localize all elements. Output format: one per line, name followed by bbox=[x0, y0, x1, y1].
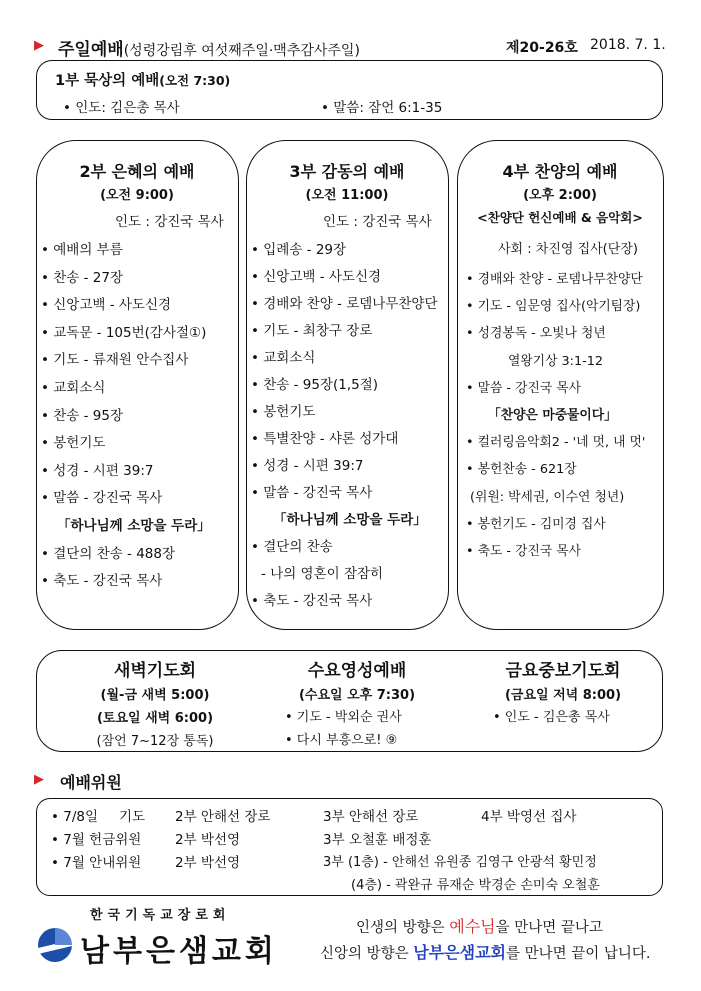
service1-title: 1부 묵상의 예배(오전 7:30) bbox=[55, 73, 231, 89]
wednesday-time: (수요일 오후 7:30) bbox=[298, 688, 416, 703]
issue-date: 2018. 7. 1. bbox=[590, 37, 666, 53]
service2-item: 「하나님께 소망을 두라」 bbox=[57, 518, 211, 534]
service1-box bbox=[36, 60, 663, 120]
service2-item: • 예배의 부름 bbox=[41, 242, 123, 258]
service4-item: • 봉헌찬송 - 621장 bbox=[466, 462, 577, 478]
service3-item: • 봉헌기도 bbox=[251, 404, 316, 420]
service3-item: • 찬송 - 95장(1,5절) bbox=[251, 377, 379, 393]
dawn-note: (잠언 7~12장 통독) bbox=[96, 734, 214, 749]
service2-item: • 봉헌기도 bbox=[41, 435, 106, 452]
service2-time: (오전 9:00) bbox=[100, 188, 174, 203]
motto-emphasis-church: 남부은샘교회 bbox=[413, 943, 507, 962]
service3-item: • 교회소식 bbox=[251, 350, 316, 366]
service3-item: 「하나님께 소망을 두라」 bbox=[273, 512, 427, 528]
service3-item: • 경배와 찬양 - 로뎀나무찬양단 bbox=[251, 296, 438, 312]
motto-line1: 인생의 방향은 예수님을 만나면 끝나고 bbox=[356, 917, 603, 936]
service2-item: • 교회소식 bbox=[41, 380, 106, 396]
service4-box bbox=[457, 140, 664, 630]
service4-item: • 말씀 - 강진국 목사 bbox=[466, 380, 581, 396]
committee-r3-c0: (4층) - 곽완규 류재순 박경순 손미숙 오철훈 bbox=[351, 878, 600, 893]
dawn-time1: (월-금 새벽 5:00) bbox=[100, 688, 210, 703]
service1-sermon: • 말씀: 잠언 6:1-35 bbox=[321, 100, 443, 116]
committee-header bbox=[34, 770, 234, 792]
service2-item: • 신앙고백 - 사도신경 bbox=[41, 297, 172, 314]
committee-box bbox=[36, 798, 663, 896]
dawn-time2: (토요일 새벽 6:00) bbox=[96, 711, 214, 726]
church-name: 남부은샘교회 bbox=[80, 934, 278, 969]
friday-title: 금요중보기도회 bbox=[505, 661, 621, 681]
header bbox=[34, 35, 674, 59]
committee-r0-c4: 4부 박영선 집사 bbox=[481, 809, 577, 825]
service3-box bbox=[246, 140, 449, 630]
service4-item: • 컬러링음악회2 - '네 멋, 내 멋' bbox=[466, 435, 646, 451]
service4-item: • 기도 - 임문영 집사(악기팀장) bbox=[466, 299, 641, 315]
motto-line2: 신앙의 방향은 남부은샘교회를 만나면 끝이 납니다. bbox=[320, 943, 651, 962]
service3-item: - 나의 영혼이 잠잠히 bbox=[261, 566, 384, 582]
page-title: 주일예배(성령강림후 여섯째주일·맥추감사주일) bbox=[58, 40, 360, 60]
service3-title: 3부 감동의 예배 bbox=[289, 162, 405, 181]
service2-item: • 결단의 찬송 - 488장 bbox=[41, 545, 176, 562]
service2-item: • 찬송 - 27장 bbox=[41, 269, 124, 286]
denomination: 한국기독교장로회 bbox=[90, 908, 231, 923]
issue-number: 제20-26호 bbox=[506, 40, 578, 56]
service2-leader: 인도 : 강진국 목사 bbox=[115, 214, 224, 230]
friday-time: (금요일 저녁 8:00) bbox=[504, 688, 622, 703]
service4-item: • 축도 - 강진국 목사 bbox=[466, 544, 581, 559]
weekday-box bbox=[36, 650, 663, 752]
service2-item: • 기도 - 류재원 안수집사 bbox=[41, 352, 189, 369]
committee-r1-c0: • 7월 헌금위원 bbox=[51, 832, 142, 848]
committee-r1-c1: 2부 박선영 bbox=[175, 832, 241, 848]
service3-item: • 기도 - 최창구 장로 bbox=[251, 323, 373, 339]
service3-item: • 성경 - 시편 39:7 bbox=[251, 458, 364, 474]
service2-item: • 찬송 - 95장 bbox=[41, 407, 124, 424]
service2-item: • 말씀 - 강진국 목사 bbox=[41, 490, 163, 507]
triangle-marker-icon: ▶ bbox=[34, 38, 44, 53]
committee-title: 예배위원 bbox=[60, 773, 122, 792]
service3-leader: 인도 : 강진국 목사 bbox=[323, 214, 432, 230]
service4-time: (오후 2:00) bbox=[523, 188, 597, 203]
service2-item: • 축도 - 강진국 목사 bbox=[41, 573, 163, 590]
service4-leader: 사회 : 차진영 집사(단장) bbox=[498, 242, 638, 257]
committee-r0-c2: 2부 안해선 장로 bbox=[175, 809, 271, 825]
service3-item: • 결단의 찬송 bbox=[251, 539, 333, 555]
service4-item: 열왕기상 3:1-12 bbox=[508, 353, 604, 369]
service4-item: • 경배와 찬양 - 로뎀나무찬양단 bbox=[466, 272, 643, 287]
service2-item: • 교독문 - 105번(감사절①) bbox=[41, 324, 207, 341]
footer bbox=[30, 900, 680, 980]
service3-time: (오전 11:00) bbox=[305, 188, 389, 203]
service4-item: • 봉헌기도 - 김미경 집사 bbox=[466, 516, 606, 532]
church-logo-icon bbox=[36, 926, 74, 964]
wednesday-item2: • 다시 부흥으로! ⑨ bbox=[285, 733, 398, 748]
service4-title: 4부 찬양의 예배 bbox=[502, 162, 618, 181]
committee-r0-c0: • 7/8일 bbox=[51, 809, 99, 825]
friday-item1: • 인도 - 김은총 목사 bbox=[493, 710, 610, 725]
dawn-title: 새벽기도회 bbox=[113, 661, 197, 681]
service4-item: • 성경봉독 - 오빛나 청년 bbox=[466, 326, 606, 342]
service3-item: • 신앙고백 - 사도신경 bbox=[251, 269, 382, 285]
committee-r0-c1: 기도 bbox=[119, 809, 146, 825]
committee-r1-c2: 3부 오철훈 배정훈 bbox=[323, 832, 432, 848]
service4-subtitle: <찬양단 헌신예배 & 음악회> bbox=[477, 210, 643, 225]
committee-r0-c3: 3부 안해선 장로 bbox=[323, 809, 419, 825]
service3-item: • 축도 - 강진국 목사 bbox=[251, 593, 373, 609]
service2-item: • 성경 - 시편 39:7 bbox=[41, 462, 154, 479]
service4-item: (위원: 박세권, 이수연 청년) bbox=[470, 489, 625, 505]
motto-emphasis-jesus: 예수님 bbox=[449, 917, 496, 936]
service2-title: 2부 은혜의 예배 bbox=[79, 162, 195, 181]
service3-item: • 말씀 - 강진국 목사 bbox=[251, 485, 373, 501]
service1-leader: • 인도: 김은총 목사 bbox=[63, 100, 180, 116]
service3-item: • 특별찬양 - 샤론 성가대 bbox=[251, 431, 399, 447]
committee-r2-c0: • 7월 안내위원 bbox=[51, 855, 142, 871]
wednesday-title: 수요영성예배 bbox=[307, 661, 407, 681]
wednesday-item1: • 기도 - 박외순 권사 bbox=[285, 710, 402, 725]
committee-r2-c1: 2부 박선영 bbox=[175, 855, 241, 871]
service4-item: 「찬양은 마중물이다」 bbox=[488, 408, 617, 423]
service2-box bbox=[36, 140, 239, 630]
triangle-marker-icon: ▶ bbox=[34, 772, 44, 787]
committee-r2-c2: 3부 (1층) - 안해선 유원종 김영구 안광석 황민정 bbox=[323, 855, 597, 870]
service3-item: • 입례송 - 29장 bbox=[251, 242, 347, 258]
